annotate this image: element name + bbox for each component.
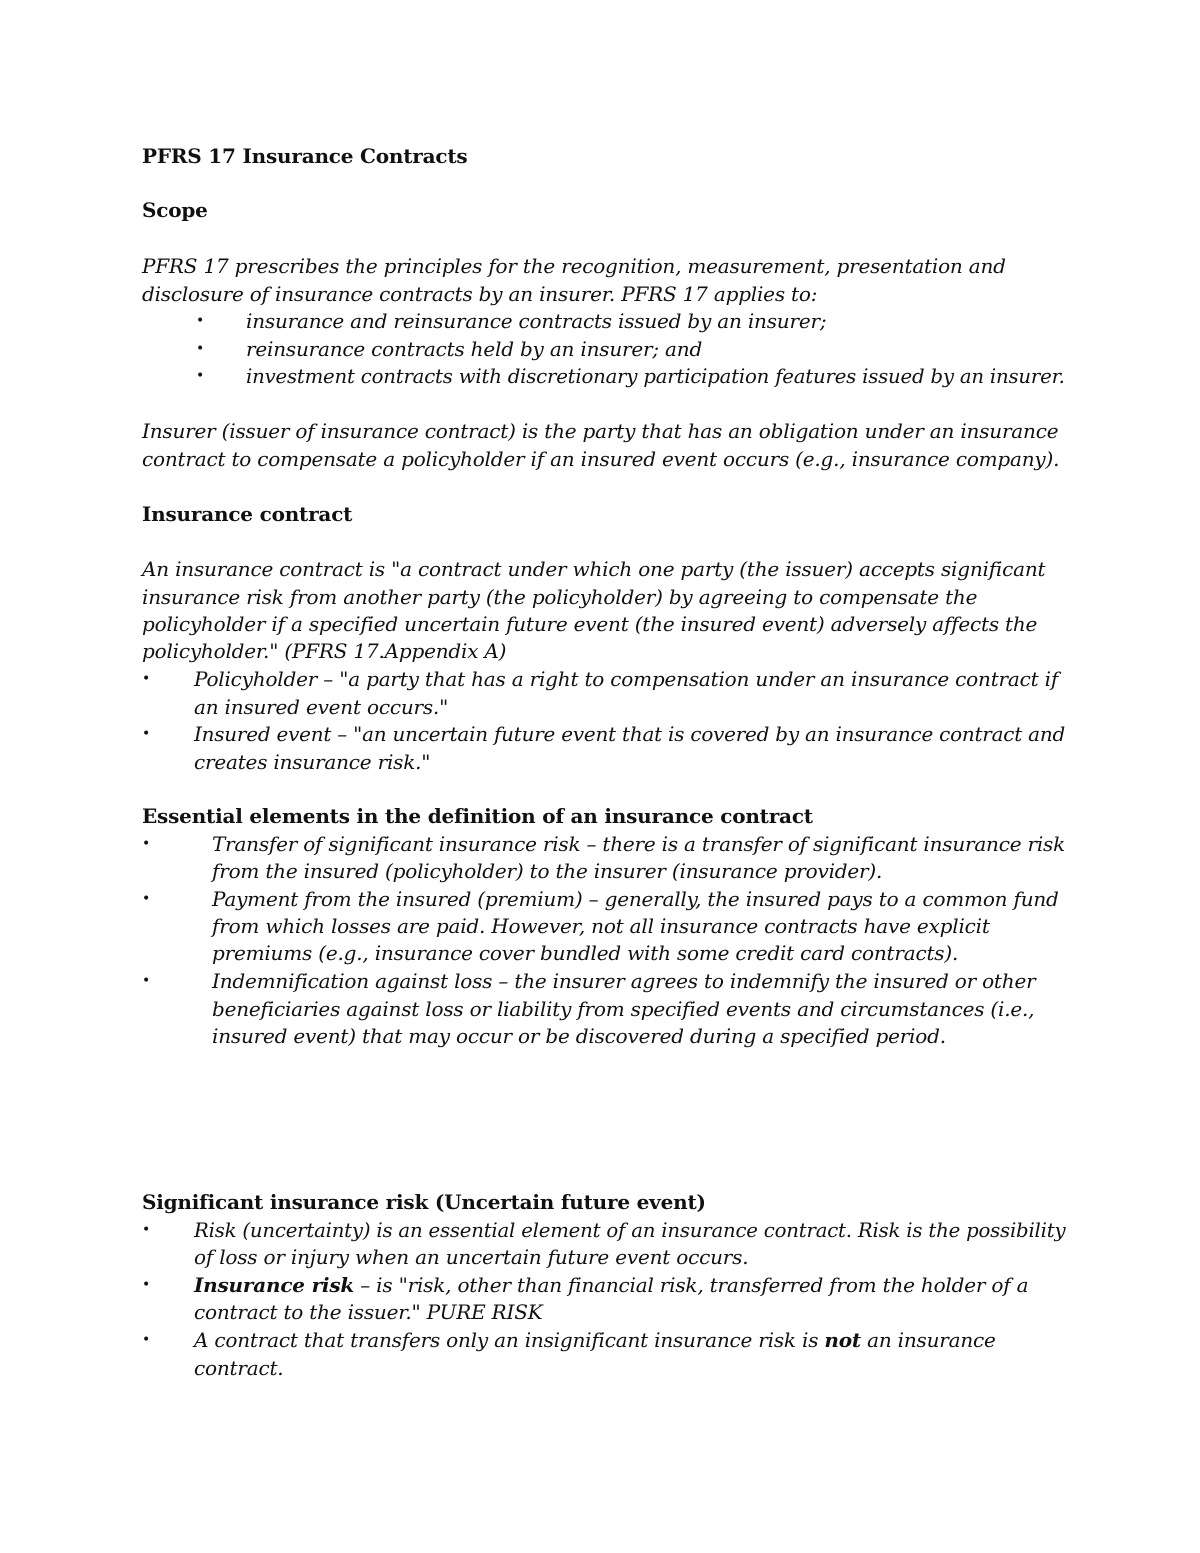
- scope-intro-line: disclosure of insurance contracts by an insurer. PFRS 17 applies to:: [142, 282, 818, 306]
- bullet-icon: •: [142, 1277, 151, 1293]
- bullet-icon: •: [142, 1222, 151, 1238]
- risk-text: an insurance: [860, 1328, 996, 1352]
- scope-intro-line: PFRS 17 prescribes the principles for the recognition, measurement, presentation and: [142, 254, 1006, 278]
- element-bullet: from the insured (policyholder) to the insurer (insurance provider).: [212, 859, 883, 883]
- document-title: PFRS 17 Insurance Contracts: [142, 144, 468, 168]
- section-heading-significant-risk: Significant insurance risk (Uncertain future event): [142, 1190, 706, 1214]
- element-bullet: insured event) that may occur or be discovered during a specified period.: [212, 1024, 946, 1048]
- section-heading-scope: Scope: [142, 198, 208, 222]
- risk-bullet: contract.: [194, 1356, 284, 1380]
- element-bullet: Indemnification against loss – the insurer agrees to indemnify the insured or other: [212, 969, 1036, 993]
- element-bullet: from which losses are paid. However, not all insurance contracts have explicit: [212, 914, 990, 938]
- risk-bullet: of loss or injury when an uncertain future event occurs.: [194, 1245, 749, 1269]
- bullet-icon: •: [142, 726, 151, 742]
- contract-bullet: an insured event occurs.": [194, 695, 449, 719]
- contract-definition-line: policyholder." (PFRS 17.Appendix A): [142, 639, 507, 663]
- contract-definition-line: An insurance contract is "a contract under which one party (the issuer) accepts significant: [142, 557, 1046, 581]
- emphasis-not: not: [824, 1328, 861, 1352]
- bullet-icon: •: [142, 891, 151, 907]
- bullet-icon: •: [142, 836, 151, 852]
- section-heading-insurance-contract: Insurance contract: [142, 502, 353, 526]
- contract-bullet: Insured event – "an uncertain future event that is covered by an insurance contract and: [194, 722, 1066, 746]
- scope-bullet: reinsurance contracts held by an insurer; and: [246, 337, 703, 361]
- bullet-icon: •: [142, 1332, 151, 1348]
- bullet-icon: •: [196, 368, 205, 384]
- scope-bullet: investment contracts with discretionary participation features issued by an insurer.: [246, 364, 1065, 388]
- element-bullet: Payment from the insured (premium) – generally, the insured pays to a common fund: [212, 887, 1059, 911]
- bullet-icon: •: [142, 671, 151, 687]
- insurance-risk-definition: – is "risk, other than financial risk, transferred from the holder of a: [354, 1273, 1029, 1297]
- section-heading-essential-elements: Essential elements in the definition of an insurance contract: [142, 804, 813, 828]
- risk-text: A contract that transfers only an insignificant insurance risk is: [194, 1328, 825, 1352]
- insurance-risk-term: Insurance risk: [194, 1273, 355, 1297]
- bullet-icon: •: [196, 341, 205, 357]
- contract-definition-line: insurance risk from another party (the policyholder) by agreeing to compensate the: [142, 585, 978, 609]
- scope-bullet: insurance and reinsurance contracts issued by an insurer;: [246, 309, 827, 333]
- element-bullet: beneficiaries against loss or liability from specified events and circumstances (i.e.,: [212, 997, 1035, 1021]
- bullet-icon: •: [196, 313, 205, 329]
- contract-bullet: Policyholder – "a party that has a right to compensation under an insurance contract if: [194, 667, 1059, 691]
- contract-bullet: creates insurance risk.": [194, 750, 431, 774]
- insurer-definition-line: Insurer (issuer of insurance contract) is the party that has an obligation under an insurance: [142, 419, 1059, 443]
- risk-bullet: Risk (uncertainty) is an essential element of an insurance contract. Risk is the possibility: [194, 1218, 1066, 1242]
- element-bullet: Transfer of significant insurance risk – there is a transfer of significant insurance risk: [212, 832, 1065, 856]
- contract-definition-line: policyholder if a specified uncertain future event (the insured event) adversely affects the: [142, 612, 1038, 636]
- risk-bullet: [194, 1271, 1028, 1299]
- bullet-icon: •: [142, 973, 151, 989]
- risk-bullet: [194, 1326, 996, 1354]
- insurer-definition-line: contract to compensate a policyholder if an insured event occurs (e.g., insurance company).: [142, 447, 1060, 471]
- element-bullet: premiums (e.g., insurance cover bundled with some credit card contracts).: [212, 941, 959, 965]
- risk-bullet: contract to the issuer." PURE RISK: [194, 1300, 543, 1324]
